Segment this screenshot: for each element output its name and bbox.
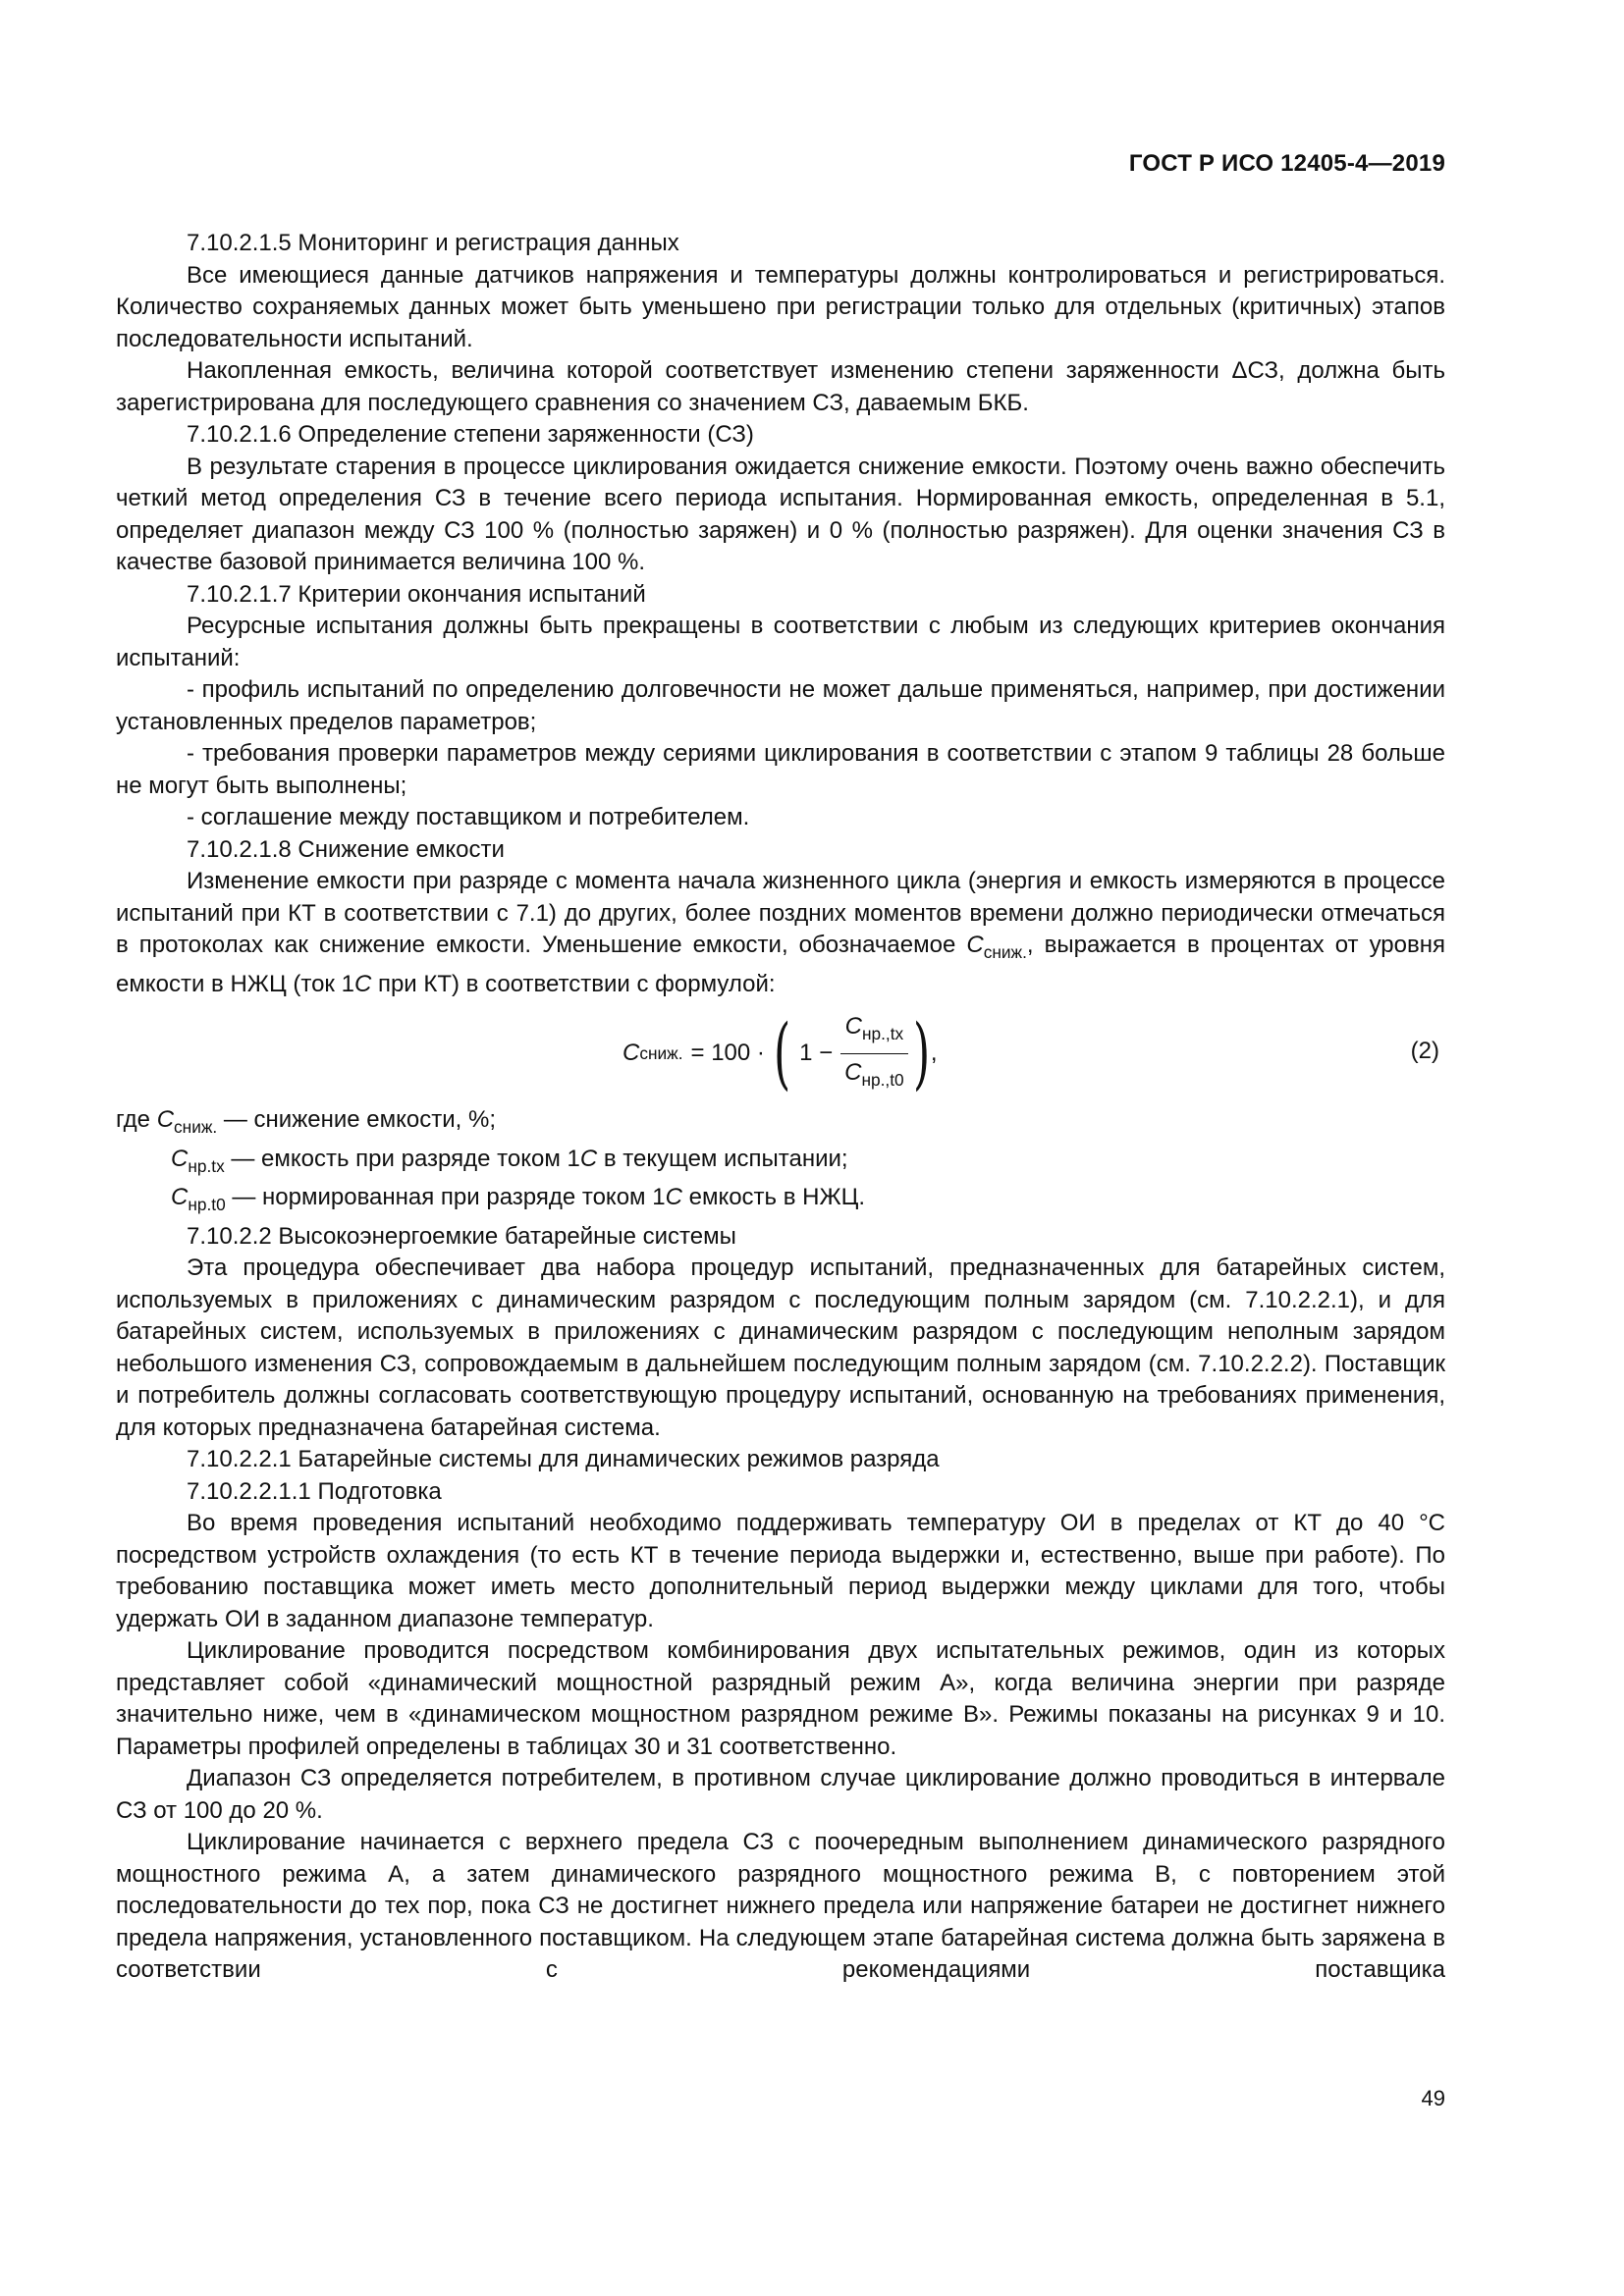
section-heading: 7.10.2.1.6 Определение степени заряженности (СЗ) xyxy=(187,421,754,448)
right-paren: ) xyxy=(912,1007,930,1099)
formula-symbol: C xyxy=(623,1039,640,1066)
legend-text: — нормированная при разряде током 1 xyxy=(225,1184,666,1211)
fraction-denominator xyxy=(840,1053,907,1096)
formula-subscript: сниж. xyxy=(639,1042,683,1063)
section-heading: 7.10.2.2.1 Батарейные системы для динамических режимов разряда xyxy=(187,1446,940,1473)
document-header: ГОСТ Р ИСО 12405-4—2019 xyxy=(1128,150,1445,177)
paragraph: Диапазон СЗ определяется потребителем, в противном случае циклирование должно проводиться в интервале СЗ от 100 до 20 %. xyxy=(116,1765,1445,1824)
paragraph-text: при КТ) в соответствии с формулой: xyxy=(371,970,776,997)
legend-text: — емкость при разряде током 1 xyxy=(224,1145,580,1172)
legend-symbol: C xyxy=(171,1145,189,1172)
paragraph: В результате старения в процессе циклирования ожидается снижение емкости. Поэтому очень важно обеспечить четкий метод определения СЗ в течение всего периода испытания. Нормированная емкость, определенная в 5.1, определяет диапазон между СЗ 100 % (полностью заряжен) и 0 % (полностью разряжен). Для оценки значения СЗ в качестве базовой принимается величина 100 %. xyxy=(116,453,1445,575)
list-item: - требования проверки параметров между сериями циклирования в соответствии с этапом 9 таблицы 28 больше не могут быть выполнены; xyxy=(116,740,1445,799)
formula-fraction xyxy=(840,1011,907,1095)
section-heading: 7.10.2.2.1.1 Подготовка xyxy=(187,1477,442,1505)
symbol: C xyxy=(353,970,372,997)
formula-comma: , xyxy=(930,1039,938,1066)
legend-lead: где xyxy=(116,1106,151,1134)
list-item: - соглашение между поставщиком и потребителем. xyxy=(187,804,750,830)
paragraph: Циклирование начинается с верхнего предела СЗ с поочередным выполнением динамического разрядного мощностного режима А, а затем динамического разрядного мощностного режима В, с повторением этой последовательности до тех пор, пока СЗ не достигнет нижнего предела или напряжение батареи не достигнет нижнего предела напряжения, установленного поставщиком. На следующем этапе батарейная система должна быть заряжена в соответствии с рекомендациями поставщика xyxy=(116,1829,1445,1984)
formula-symbol: C xyxy=(844,1013,862,1040)
subscript: сниж. xyxy=(983,942,1027,963)
formula-subscript: нр.,t0 xyxy=(861,1069,904,1090)
legend-symbol: C xyxy=(579,1145,598,1172)
formula-legend xyxy=(116,1104,1445,1221)
paragraph: Циклирование проводится посредством комбинирования двух испытательных режимов, один из которых представляет собой «динамический мощностной разрядный режим А», когда величина энергии при разряде значительно ниже, чем в «динамическом мощностном разрядном режиме В». Режимы показаны на рисунках 9 и 10. Параметры профилей определены в таблицах 30 и 31 соответственно. xyxy=(116,1637,1445,1760)
symbol: C xyxy=(966,932,984,958)
left-paren: ( xyxy=(773,1007,791,1099)
legend-row xyxy=(116,1182,1445,1221)
body-text xyxy=(116,228,1445,1987)
paragraph xyxy=(116,866,1445,1000)
legend-symbol: C xyxy=(156,1106,175,1134)
formula-equals: = 100 · xyxy=(690,1039,765,1066)
paragraph-text: , выражается в процентах от уровня емкости в НЖЦ (ток 1 xyxy=(116,932,1446,997)
legend-symbol: C xyxy=(665,1184,682,1211)
page-number: 49 xyxy=(1421,2086,1445,2110)
formula xyxy=(623,1006,938,1100)
section-heading: 7.10.2.1.7 Критерии окончания испытаний xyxy=(187,580,646,608)
legend-row xyxy=(116,1144,1445,1183)
formula-one-minus: 1 − xyxy=(799,1039,834,1066)
formula-subscript: нр.,tx xyxy=(861,1024,904,1044)
list-item: - профиль испытаний по определению долговечности не может дальше применяться, например, при достижении установленных пределов параметров; xyxy=(116,676,1445,735)
section-heading: 7.10.2.1.8 Снижение емкости xyxy=(187,835,505,863)
legend-text: емкость в НЖЦ. xyxy=(681,1184,866,1211)
section-heading: 7.10.2.1.5 Мониторинг и регистрация данных xyxy=(187,230,679,256)
legend-subscript: нр.t0 xyxy=(188,1195,226,1215)
paragraph: Эта процедура обеспечивает два набора процедур испытаний, предназначенных для батарейных систем, используемых в приложениях с динамическим разрядом с последующим полным зарядом (см. 7.10.2.2.1), и для батарейных систем, используемых в приложениях с динамическим разрядом с последующим неполным зарядом небольшого изменения СЗ, сопровождаемым в дальнейшем последующим полным зарядом (см. 7.10.2.2.2). Поставщик и потребитель должны согласовать соответствующую процедуру испытаний, основанную на требованиях применения, для которых предназначена батарейная система. xyxy=(116,1255,1445,1441)
legend-text: — снижение емкости, %; xyxy=(217,1106,496,1134)
paragraph-text: Изменение емкости при разряде с момента начала жизненного цикла (энергия и емкость измеряются в процессе испытаний при КТ в соответствии с 7.1) до других, более поздних моментов времени должно периодически отмечаться в протоколах как снижение емкости. Уменьшение емкости, обозначаемое xyxy=(116,868,1445,958)
formula-number: (2) xyxy=(1410,1038,1439,1065)
paragraph: Ресурсные испытания должны быть прекращены в соответствии с любым из следующих критериев окончания испытаний: xyxy=(116,613,1445,671)
section-heading: 7.10.2.2 Высокоэнергоемкие батарейные системы xyxy=(187,1222,736,1250)
legend-symbol: C xyxy=(171,1184,189,1211)
formula-symbol: C xyxy=(844,1058,862,1086)
paragraph: Накопленная емкость, величина которой соответствует изменению степени заряженности ΔСЗ, должна быть зарегистрирована для последующего сравнения со значением СЗ, даваемым БКБ. xyxy=(116,357,1445,416)
paragraph: Все имеющиеся данные датчиков напряжения и температуры должны контролироваться и регистрироваться. Количество сохраняемых данных может быть уменьшено при регистрации только для отдельных (критичных) этапов последовательности испытаний. xyxy=(116,261,1445,352)
paragraph: Во время проведения испытаний необходимо поддерживать температуру ОИ в пределах от КТ до 40 °С посредством устройств охлаждения (то есть КТ в течение периода выдержки и, естественно, выше при работе). По требованию поставщика может иметь место дополнительный период выдержки между циклами для того, чтобы удержать ОИ в заданном диапазоне температур. xyxy=(116,1510,1445,1632)
legend-text: в текущем испытании; xyxy=(597,1145,848,1172)
legend-subscript: нр.tx xyxy=(188,1155,225,1176)
legend-subscript: сниж. xyxy=(174,1117,218,1138)
formula-block xyxy=(116,1000,1445,1104)
legend-row xyxy=(116,1104,1445,1144)
fraction-numerator xyxy=(841,1011,908,1053)
